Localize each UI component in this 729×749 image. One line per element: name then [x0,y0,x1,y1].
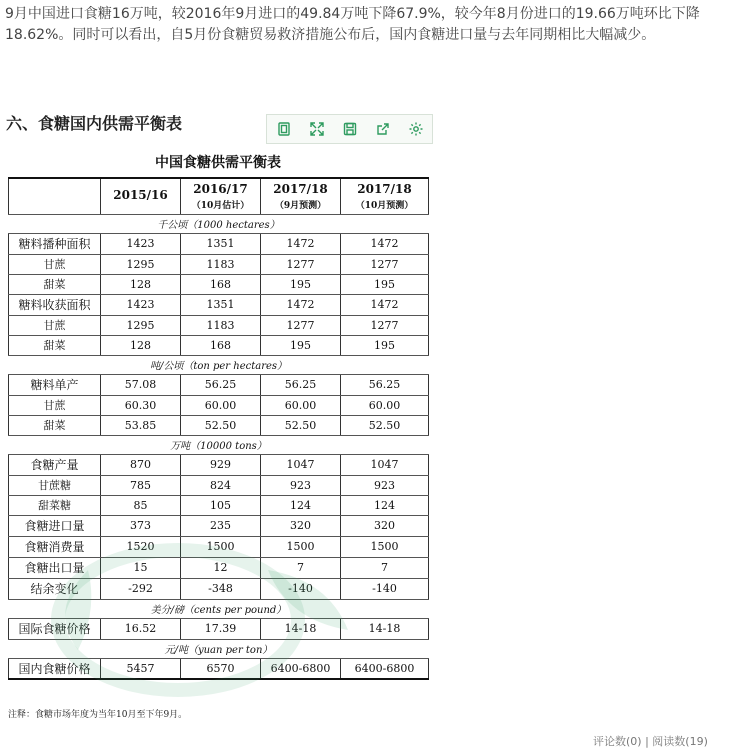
table-row [9,557,429,578]
footer-stats[interactable]: 评论数(0) | 阅读数(19) [593,735,708,748]
table-cell: 1183 [181,254,261,274]
row-label: 国际食糖价格 [9,618,101,639]
column-header: 2016/17 （10月估计） [181,178,261,214]
table-cell: 6400-6800 [341,658,429,679]
table-cell: 195 [261,274,341,294]
row-label: 食糖消费量 [9,536,101,557]
table-row [9,254,429,274]
table-cell: 52.50 [341,415,429,435]
table-cell: 128 [101,335,181,355]
table-cell: 1500 [341,536,429,557]
unit-label: 元/吨（yuan per ton） [9,639,429,658]
save-icon[interactable] [333,115,366,143]
table-cell: 56.25 [181,374,261,395]
table-row [9,335,429,355]
table-note: 注释：食糖市场年度为当年10月至下年9月。 [8,710,188,720]
row-label: 甘蔗糖 [9,475,101,495]
table-cell: 128 [101,274,181,294]
table-row [9,515,429,536]
fullscreen-icon[interactable] [300,115,333,143]
table-cell: 1423 [101,233,181,254]
unit-row [9,599,429,618]
table-cell: 1472 [261,294,341,315]
table-cell: 824 [181,475,261,495]
row-label: 食糖出口量 [9,557,101,578]
table-cell: 1277 [261,254,341,274]
table-cell: 124 [261,495,341,515]
row-label: 糖料收获面积 [9,294,101,315]
table-cell: 5457 [101,658,181,679]
table-cell: 373 [101,515,181,536]
table-header-row [9,178,429,214]
unit-label: 美分/磅（cents per pound） [9,599,429,618]
table-cell: 1500 [181,536,261,557]
table-body [9,214,429,679]
table-cell: 1520 [101,536,181,557]
unit-row [9,435,429,454]
unit-label: 万吨（10000 tons） [9,435,429,454]
table-cell: -140 [341,578,429,599]
table-cell: 1472 [341,294,429,315]
table-cell: 60.00 [341,395,429,415]
table-title: 中国食糖供需平衡表 [155,155,281,171]
row-label: 甜菜 [9,274,101,294]
table-row [9,233,429,254]
settings-icon[interactable] [399,115,432,143]
header-label-cell [9,178,101,214]
table-cell: 195 [341,335,429,355]
table-row [9,618,429,639]
table-cell: 320 [261,515,341,536]
row-label: 结余变化 [9,578,101,599]
row-label: 食糖进口量 [9,515,101,536]
table-cell: 56.25 [261,374,341,395]
table-cell: 1351 [181,294,261,315]
table-cell: 1295 [101,315,181,335]
table-cell: 785 [101,475,181,495]
table-cell: 168 [181,274,261,294]
table-cell: 1351 [181,233,261,254]
sugar-balance-table [8,177,429,680]
table-cell: 57.08 [101,374,181,395]
table-cell: 6570 [181,658,261,679]
table-cell: 1277 [261,315,341,335]
row-label: 甘蔗 [9,395,101,415]
table-row [9,475,429,495]
table-cell: 105 [181,495,261,515]
table-row [9,454,429,475]
table-cell: 52.50 [181,415,261,435]
unit-row [9,355,429,374]
table-row [9,578,429,599]
table-row [9,395,429,415]
table-cell: 1277 [341,315,429,335]
table-cell: 60.30 [101,395,181,415]
table-cell: 16.52 [101,618,181,639]
table-cell: -292 [101,578,181,599]
table-cell: 1423 [101,294,181,315]
unit-row [9,639,429,658]
table-cell: 195 [261,335,341,355]
intro-paragraph: 9月中国进口食糖16万吨，较2016年9月进口的49.84万吨下降67.9%，较今年8月份进口的19.66万吨环比下降18.62%。同时可以看出，自5月份食糖贸易救济措施公布后，国内食糖进口量与去年同期相比大幅减少。 [5,6,700,43]
column-header: 2015/16 [101,178,181,214]
row-label: 食糖产量 [9,454,101,475]
table-cell: 1277 [341,254,429,274]
table-row [9,415,429,435]
table-cell: 929 [181,454,261,475]
table-row [9,658,429,679]
table-cell: 6400-6800 [261,658,341,679]
table-cell: 1500 [261,536,341,557]
table-cell: 235 [181,515,261,536]
table-cell: 17.39 [181,618,261,639]
table-cell: 60.00 [181,395,261,415]
share-icon[interactable] [366,115,399,143]
row-label: 糖料播种面积 [9,233,101,254]
bookmark-icon[interactable] [267,115,300,143]
table-cell: 320 [341,515,429,536]
row-label: 甘蔗 [9,254,101,274]
table-cell: 7 [261,557,341,578]
table-cell: 168 [181,335,261,355]
table-cell: 15 [101,557,181,578]
table-cell: 1183 [181,315,261,335]
unit-label: 千公顷（1000 hectares） [9,214,429,233]
table-cell: 1472 [261,233,341,254]
row-label: 国内食糖价格 [9,658,101,679]
table-cell: 14-18 [261,618,341,639]
table-cell: 124 [341,495,429,515]
row-label: 糖料单产 [9,374,101,395]
unit-label: 吨/公顷（ton per hectares） [9,355,429,374]
column-header: 2017/18 （9月预测） [261,178,341,214]
table-cell: 1295 [101,254,181,274]
table-cell: 14-18 [341,618,429,639]
table-cell: 1472 [341,233,429,254]
table-cell: 195 [341,274,429,294]
table-cell: 1047 [341,454,429,475]
table-row [9,536,429,557]
table-cell: 12 [181,557,261,578]
table-row [9,294,429,315]
table-cell: 1047 [261,454,341,475]
table-cell: 52.50 [261,415,341,435]
table-cell: -140 [261,578,341,599]
row-label: 甜菜 [9,415,101,435]
image-toolbar [266,114,433,144]
table-row [9,274,429,294]
table-row [9,374,429,395]
table-row [9,495,429,515]
sugar-balance-figure [8,150,428,722]
table-cell: 923 [261,475,341,495]
table-cell: 53.85 [101,415,181,435]
row-label: 甜菜 [9,335,101,355]
row-label: 甜菜糖 [9,495,101,515]
table-cell: 85 [101,495,181,515]
row-label: 甘蔗 [9,315,101,335]
table-cell: 60.00 [261,395,341,415]
table-cell: 7 [341,557,429,578]
section-title: 六、食糖国内供需平衡表 [6,114,183,133]
unit-row [9,214,429,233]
table-row [9,315,429,335]
table-cell: 923 [341,475,429,495]
column-header: 2017/18 （10月预测） [341,178,429,214]
table-cell: 870 [101,454,181,475]
table-cell: -348 [181,578,261,599]
table-cell: 56.25 [341,374,429,395]
